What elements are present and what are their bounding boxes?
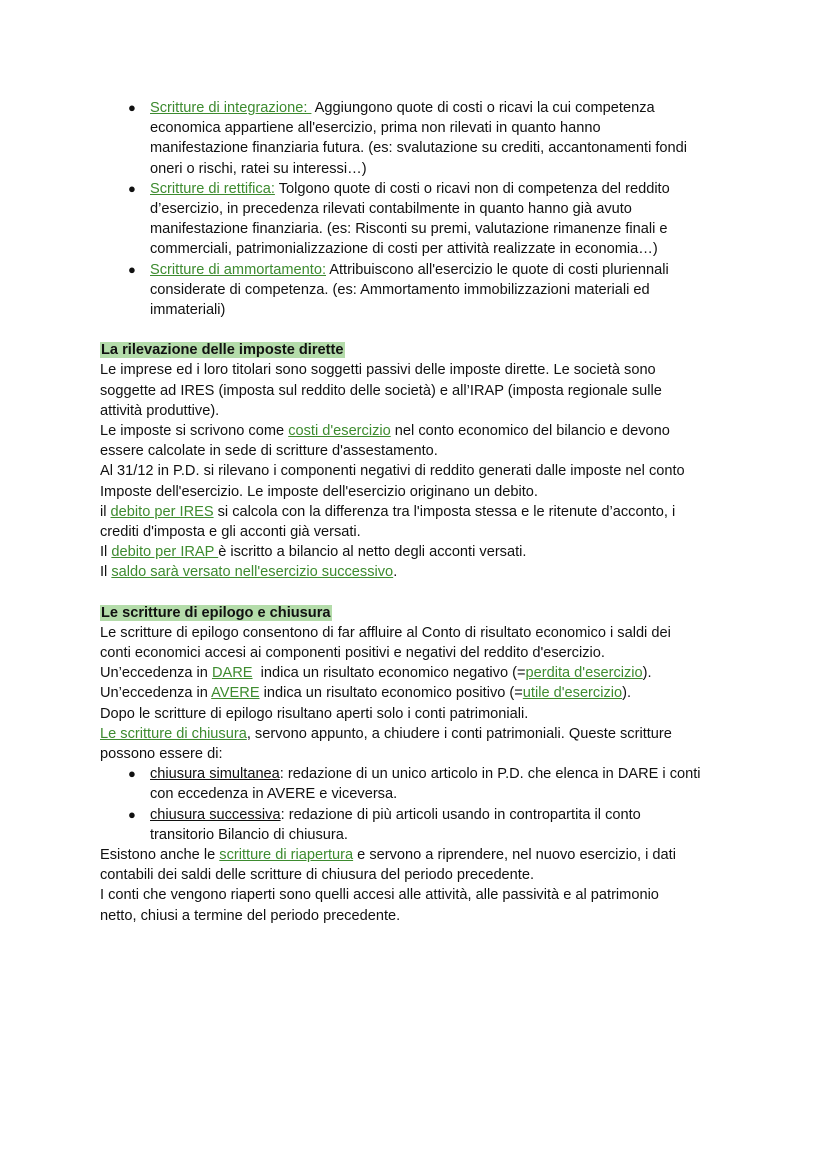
text-line	[100, 744, 740, 764]
bullet-icon: ●	[128, 100, 136, 115]
text: crediti d'imposta e gli acconti già versati.	[100, 523, 361, 540]
text-line	[100, 138, 740, 158]
text: indica un risultato economico positivo (=	[259, 685, 523, 702]
text-line	[100, 381, 740, 401]
underlined-term: chiusura simultanea	[150, 766, 280, 783]
document-body	[100, 98, 740, 926]
text: soggette ad IRES (imposta sul reddito delle società) e all’IRAP (imposta regionale sulle	[100, 382, 662, 399]
section-heading-line	[100, 603, 740, 623]
link-text[interactable]: utile d'esercizio	[522, 685, 623, 702]
text: il	[100, 503, 111, 520]
text-line	[100, 441, 740, 461]
link-text[interactable]: saldo sarà versato nell'esercizio successivo	[111, 564, 394, 581]
text: transitorio Bilancio di chiusura.	[150, 826, 348, 843]
text: Imposte dell'esercizio. Le imposte dell'esercizio originano un debito.	[100, 483, 538, 500]
text: essere calcolate in sede di scritture d'assestamento.	[100, 443, 438, 460]
text-line	[100, 159, 740, 179]
text: Un’eccedenza in	[100, 685, 212, 702]
text-line	[100, 502, 740, 522]
bullet-icon: ●	[128, 180, 136, 196]
text-line	[100, 239, 740, 259]
bullet-icon: ●	[128, 766, 136, 782]
text-line	[100, 280, 740, 300]
text: è iscritto a bilancio al netto degli acconti versati.	[218, 544, 527, 561]
link-text[interactable]: perdita d'esercizio	[525, 665, 643, 682]
text-line	[100, 542, 740, 562]
text: e servono a riprendere, nel nuovo esercizio, i dati	[353, 846, 676, 863]
text: Un’eccedenza in	[100, 665, 212, 682]
underlined-term: chiusura successiva	[150, 806, 281, 823]
text: : redazione di più articoli usando in contropartita il conto	[280, 806, 641, 823]
text: manifestazione finanziaria futura. (es: svalutazione su crediti, accantonamenti fondi	[150, 140, 688, 157]
link-text[interactable]: costi d'esercizio	[288, 423, 391, 439]
text: : redazione di un unico articolo in P.D. che elenca in DARE i conti	[279, 766, 701, 783]
text: commerciali, patrimonializzazione di costi per attività realizzate in economia…)	[150, 241, 658, 258]
text: Al 31/12 in P.D. si rilevano i componenti negativi di reddito generati dalle imposte nel conto	[100, 463, 685, 480]
text-line	[100, 663, 740, 683]
text: d’esercizio, in precedenza rilevati contabilmente in quanto hanno già avuto	[150, 200, 632, 217]
bullet-item	[100, 805, 740, 825]
text: netto, chiusi a termine del periodo precedente.	[100, 907, 401, 924]
text-line	[100, 784, 740, 804]
link-text[interactable]: scritture di riapertura	[219, 846, 354, 863]
text: Tolgono quote di costi o ricavi non di competenza del reddito	[274, 180, 670, 197]
link-text[interactable]: AVERE	[211, 685, 260, 702]
bullet-icon: ●	[128, 261, 136, 277]
text: immateriali)	[150, 301, 226, 318]
link-text[interactable]: Scritture di integrazione:	[150, 100, 312, 116]
text-line	[100, 199, 740, 219]
text-line	[100, 219, 740, 239]
text-line	[100, 522, 740, 542]
text: economica appartiene all'esercizio, prima non rilevati in quanto hanno	[150, 120, 601, 137]
bullet-item	[100, 764, 740, 784]
link-text[interactable]: Scritture di ammortamento:	[150, 261, 326, 278]
text: possono essere di:	[100, 746, 223, 762]
text-line	[100, 683, 740, 703]
text: si calcola con la differenza tra l'imposta stessa e le ritenute d’acconto, i	[213, 503, 676, 520]
bullet-item	[100, 260, 740, 280]
text-line	[100, 724, 740, 744]
text: I conti che vengono riaperti sono quelli accesi alle attività, alle passività e al patrimonio	[100, 887, 659, 904]
text: Esistono anche le	[100, 846, 220, 863]
text: indica un risultato economico negativo (=	[252, 665, 526, 682]
text: Dopo le scritture di epilogo risultano aperti solo i conti patrimoniali.	[100, 705, 529, 722]
text-line	[100, 825, 740, 845]
text-line	[100, 845, 740, 865]
section-heading-line	[100, 340, 740, 360]
text: contabili dei saldi delle scritture di chiusura del periodo precedente.	[100, 867, 535, 884]
bullet-item	[100, 98, 740, 118]
text-line	[100, 704, 740, 724]
text-line	[100, 360, 740, 380]
text: Le scritture di epilogo consentono di far affluire al Conto di risultato economico i saldi dei	[100, 624, 671, 641]
text-line	[100, 118, 740, 138]
text-line	[100, 583, 740, 603]
text: Attribuiscono all'esercizio le quote di costi pluriennali	[326, 261, 669, 278]
text-line	[100, 300, 740, 320]
text: Il	[100, 544, 112, 561]
bullet-item	[100, 179, 740, 199]
text-line	[100, 421, 740, 441]
link-text[interactable]: debito per IRAP	[111, 544, 219, 561]
text: Le imprese ed i loro titolari sono soggetti passivi delle imposte dirette. Le società sono	[100, 362, 656, 379]
text: manifestazione finanziaria. (es: Risconti su premi, valutazione rimanenze finali e	[150, 221, 668, 238]
text-line	[100, 401, 740, 421]
text: Le imposte si scrivono come	[100, 423, 289, 439]
text: con eccedenza in AVERE e viceversa.	[150, 786, 398, 803]
text-line	[100, 906, 740, 926]
text-line	[100, 482, 740, 502]
text-line	[100, 320, 740, 340]
bullet-icon: ●	[128, 806, 136, 822]
text: , servono appunto, a chiudere i conti patrimoniali. Queste scritture	[246, 725, 672, 742]
link-text[interactable]: debito per IRES	[110, 503, 214, 520]
text: considerate di competenza. (es: Ammortamento immobilizzazioni materiali ed	[150, 281, 650, 298]
text: ).	[622, 685, 632, 702]
link-text[interactable]: Scritture di rettifica:	[150, 180, 275, 197]
link-text[interactable]: DARE	[211, 665, 253, 682]
section-heading: La rilevazione delle imposte dirette	[101, 342, 344, 359]
link-text[interactable]: Le scritture di chiusura	[100, 725, 247, 742]
text: conti economici accesi ai componenti positivi e negativi del reddito d'esercizio.	[100, 645, 605, 662]
text-line	[100, 623, 740, 643]
text: Il	[100, 564, 112, 581]
text-line	[100, 461, 740, 481]
text-line	[100, 885, 740, 905]
text: oneri o rischi, ratei su interessi…)	[150, 160, 367, 177]
text: ).	[642, 665, 652, 682]
text: attività produttive).	[100, 402, 220, 419]
text: Aggiungono quote di costi o ricavi la cui competenza	[311, 100, 655, 116]
text-line	[100, 643, 740, 663]
text: nel conto economico del bilancio e devono	[390, 423, 670, 439]
text-line	[100, 562, 740, 582]
text: .	[393, 564, 398, 581]
section-heading: Le scritture di epilogo e chiusura	[101, 604, 331, 621]
text-line	[100, 865, 740, 885]
